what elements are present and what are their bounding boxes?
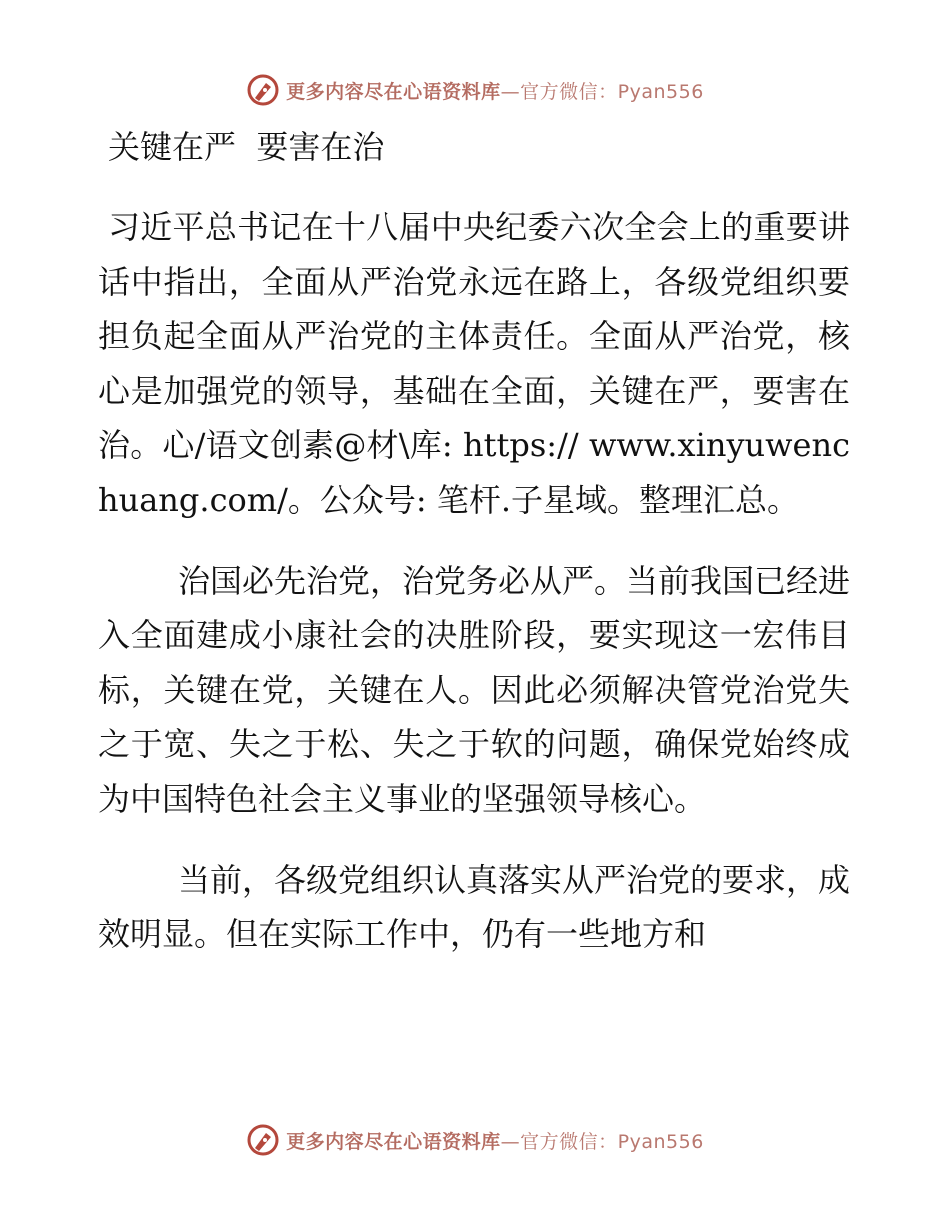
paragraph-1: 习近平总书记在十八届中央纪委六次全会上的重要讲话中指出，全面从严治党永远在路上，各级党组织要担负起全面从严治党的主体责任。全面从严治党，核心是加强党的领导，基础在全面，关键在严，要害在治。心/语文创素@材\库: https:// www.xinyuwenchuang.com/。公众号: 笔杆.子星域。整理汇总。 bbox=[98, 208, 850, 519]
footer-banner-text bbox=[286, 1127, 704, 1154]
document-title: 关键在严 要害在治 bbox=[108, 128, 385, 166]
header-banner-wechat: —官方微信：Pyan556 bbox=[500, 80, 704, 103]
paragraph-2: 治国必先治党，治党务必从严。当前我国已经进入全面建成小康社会的决胜阶段，要实现这一宏伟目标，关键在党，关键在人。因此必须解决管党治党失之于宽、失之于松、失之于软的问题，确保党始终成为中国特色社会主义事业的坚强领导核心。 bbox=[98, 561, 851, 818]
paragraph-3: 当前，各级党组织认真落实从严治党的要求，成效明显。但在实际工作中，仍有一些地方和 bbox=[98, 860, 851, 954]
pen-nib-logo-icon bbox=[246, 1123, 280, 1157]
header-banner-site-name: 更多内容尽在心语资料库 bbox=[286, 80, 501, 103]
footer-banner-wechat: —官方微信：Pyan556 bbox=[500, 1130, 704, 1153]
footer-banner bbox=[0, 1120, 950, 1160]
document-body bbox=[98, 120, 850, 962]
footer-banner-site-name: 更多内容尽在心语资料库 bbox=[286, 1130, 501, 1153]
header-banner bbox=[0, 70, 950, 110]
header-banner-text bbox=[286, 77, 704, 104]
pen-nib-logo-icon bbox=[246, 73, 280, 107]
